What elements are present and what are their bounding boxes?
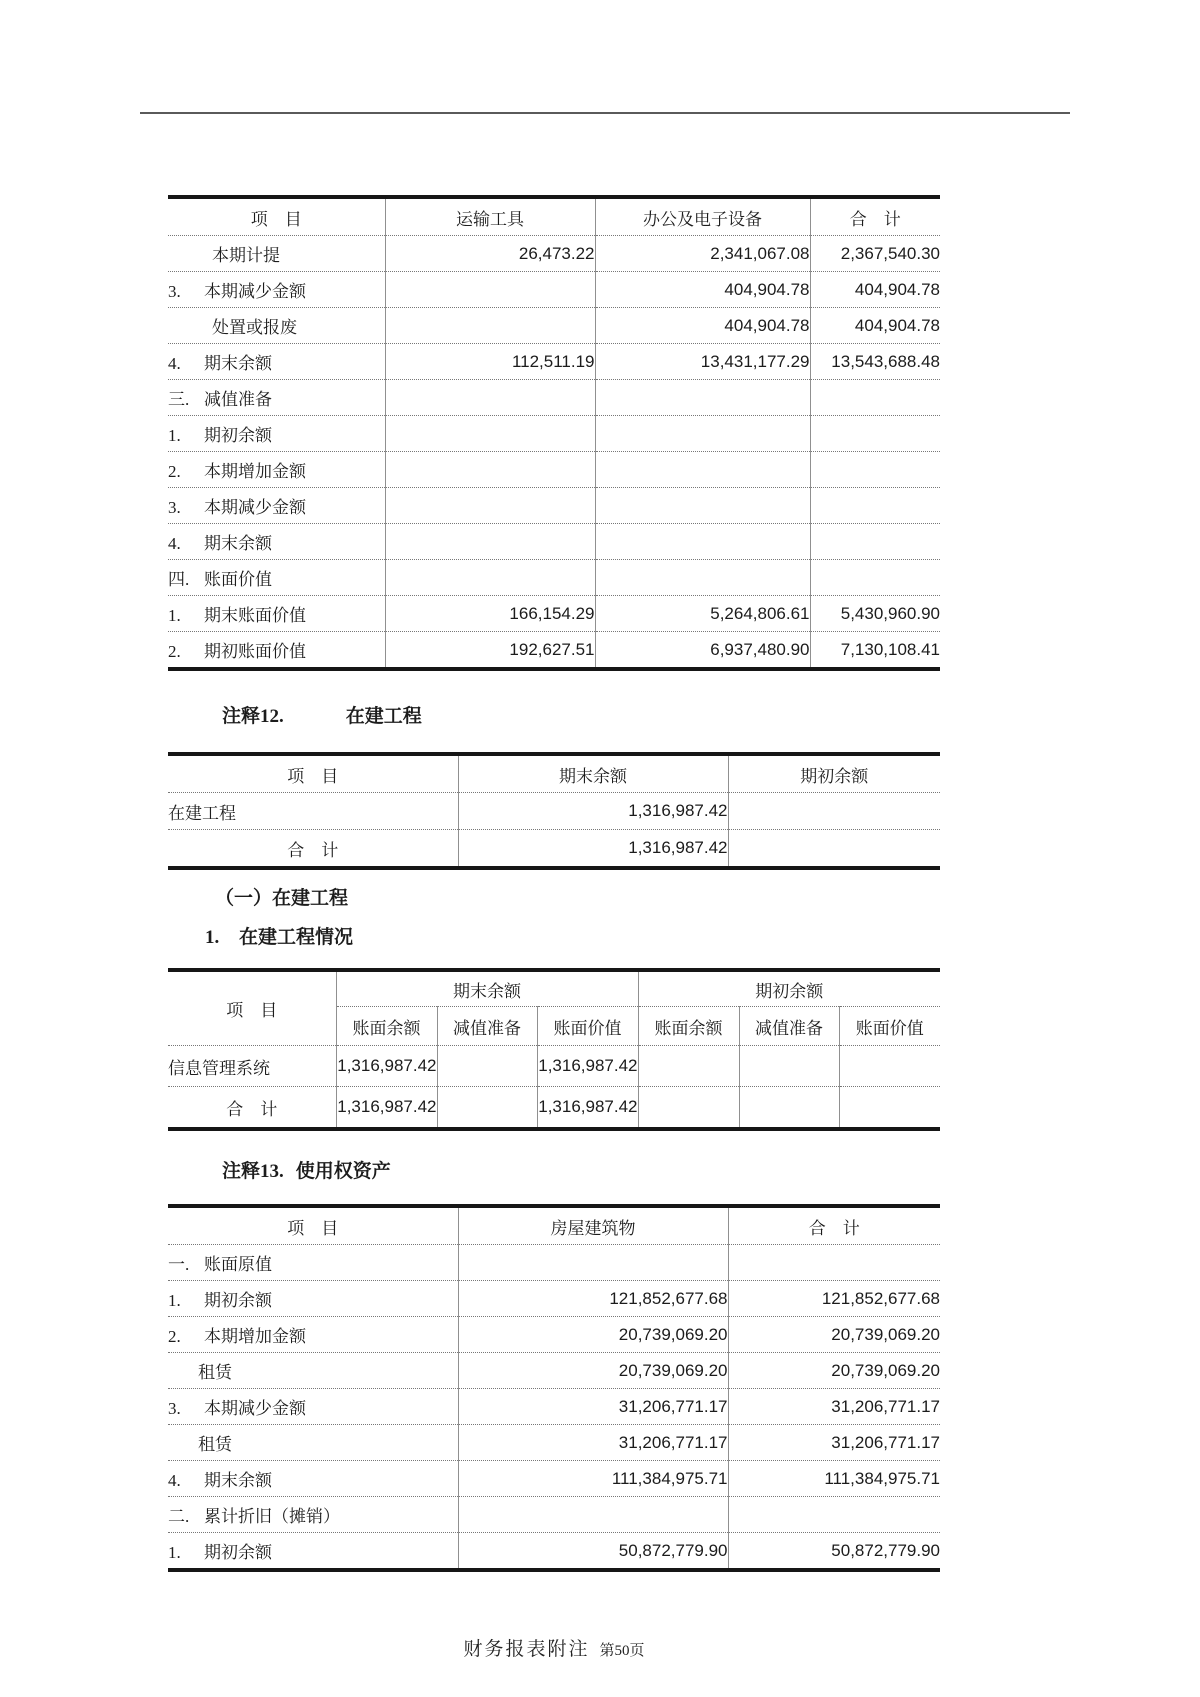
cell-value <box>385 308 595 344</box>
row-label-text: 期末账面价值 <box>204 606 306 625</box>
cell-value <box>739 1046 839 1087</box>
row-label-text: 在建工程 <box>168 803 236 823</box>
table-header-row <box>168 1206 940 1245</box>
row-prefix: 4. <box>168 1471 181 1490</box>
row-label <box>168 1087 336 1130</box>
column-header-closing-balance: 期末余额 <box>458 754 728 793</box>
table-row <box>168 793 940 830</box>
row-label-text: 累计折旧（摊销） <box>204 1507 340 1526</box>
cell-value <box>385 416 595 452</box>
row-label <box>168 1245 458 1281</box>
cell-value <box>810 488 940 524</box>
cell-value: 5,264,806.61 <box>595 596 810 632</box>
cell-value <box>810 524 940 560</box>
row-label-text: 本期增加金额 <box>204 1327 306 1346</box>
table-row <box>168 1389 940 1425</box>
table-header-row <box>168 197 940 236</box>
row-prefix: 1. <box>168 1543 181 1562</box>
cell-value: 404,904.78 <box>595 308 810 344</box>
table-row <box>168 236 940 272</box>
cip-summary-table <box>168 752 940 870</box>
table-header-row <box>168 754 940 793</box>
row-label-text: 本期减少金额 <box>204 282 306 301</box>
table-row <box>168 596 940 632</box>
cell-value <box>739 1087 839 1130</box>
row-label-text: 账面价值 <box>204 570 272 589</box>
row-label-text: 本期减少金额 <box>204 1399 306 1418</box>
cell-value <box>810 416 940 452</box>
row-prefix: 1. <box>168 1291 181 1310</box>
cell-value <box>810 452 940 488</box>
table-row <box>168 1461 940 1497</box>
cell-value <box>839 1046 940 1087</box>
cell-value <box>595 524 810 560</box>
row-prefix: 1. <box>168 606 181 625</box>
note13-title: 使用权资产 <box>295 1161 391 1182</box>
note12-heading <box>222 704 940 730</box>
column-header-opening-balance: 期初余额 <box>728 754 940 793</box>
row-label <box>168 344 385 380</box>
cell-value: 50,872,779.90 <box>728 1533 940 1571</box>
row-prefix: 四. <box>168 570 190 589</box>
cip-detail-heading <box>205 925 940 951</box>
note13-number: 注释13. <box>222 1161 284 1182</box>
cip-section-heading: （一）在建工程 <box>215 888 349 909</box>
column-header-buildings: 房屋建筑物 <box>458 1206 728 1245</box>
row-label <box>168 1533 458 1571</box>
row-label <box>168 1425 458 1461</box>
fixed-assets-table <box>168 195 940 671</box>
cell-value: 1,316,987.42 <box>537 1046 638 1087</box>
table-row <box>168 488 940 524</box>
row-label-text: 账面原值 <box>204 1255 272 1274</box>
cell-value: 166,154.29 <box>385 596 595 632</box>
footer-page-number: 第50页 <box>599 1643 645 1659</box>
row-label-text: 期初账面价值 <box>204 642 306 661</box>
cell-value: 111,384,975.71 <box>728 1461 940 1497</box>
note12-title: 在建工程 <box>345 706 422 727</box>
row-prefix: 一. <box>168 1255 190 1274</box>
cell-value <box>385 272 595 308</box>
column-group-opening-balance: 期初余额 <box>638 970 940 1007</box>
row-prefix: 4. <box>168 354 181 373</box>
table-row <box>168 1281 940 1317</box>
row-label-text: 合 计 <box>226 1099 278 1119</box>
row-label <box>168 1281 458 1317</box>
table-row <box>168 1087 940 1130</box>
table-header-group-row <box>168 970 940 1007</box>
row-prefix: 3. <box>168 498 181 517</box>
row-label <box>168 830 458 869</box>
table-row <box>168 416 940 452</box>
table-row <box>168 272 940 308</box>
row-label <box>168 1389 458 1425</box>
note12-number: 注释12. <box>222 706 284 727</box>
cell-value: 2,367,540.30 <box>810 236 940 272</box>
cell-value: 31,206,771.17 <box>728 1425 940 1461</box>
table-row <box>168 308 940 344</box>
cell-value: 404,904.78 <box>810 272 940 308</box>
table-row <box>168 1353 940 1389</box>
row-label <box>168 236 385 272</box>
cell-value <box>728 830 940 869</box>
cell-value <box>385 524 595 560</box>
cell-value <box>385 380 595 416</box>
row-prefix: 3. <box>168 1399 181 1418</box>
table-row <box>168 1245 940 1281</box>
column-header-item: 项 目 <box>287 1218 339 1238</box>
row-label <box>168 1317 458 1353</box>
column-header-book-value: 账面价值 <box>537 1007 638 1046</box>
row-prefix: 2. <box>168 1327 181 1346</box>
column-header-office-equipment: 办公及电子设备 <box>595 197 810 236</box>
column-header-total: 合 计 <box>728 1206 940 1245</box>
column-header-book-value: 账面价值 <box>839 1007 940 1046</box>
cip-detail-number: 1. <box>205 927 220 948</box>
cell-value: 1,316,987.42 <box>458 793 728 830</box>
column-group-closing-balance: 期末余额 <box>336 970 638 1007</box>
row-label-text: 减值准备 <box>204 390 272 409</box>
table-row <box>168 1046 940 1087</box>
row-label-text: 期初余额 <box>204 1543 272 1562</box>
cell-value: 121,852,677.68 <box>728 1281 940 1317</box>
row-label-text: 合 计 <box>287 840 339 860</box>
row-label <box>168 560 385 596</box>
row-prefix: 3. <box>168 282 181 301</box>
row-prefix: 三. <box>168 390 190 409</box>
rou-assets-table <box>168 1204 940 1572</box>
row-label-text: 本期增加金额 <box>204 462 306 481</box>
row-label-text: 租赁 <box>198 1435 232 1454</box>
cell-value <box>810 560 940 596</box>
cell-value: 26,473.22 <box>385 236 595 272</box>
note13-heading <box>222 1159 940 1185</box>
row-label-text: 本期计提 <box>212 246 280 265</box>
row-label <box>168 1461 458 1497</box>
cell-value: 6,937,480.90 <box>595 632 810 670</box>
cell-value: 13,431,177.29 <box>595 344 810 380</box>
cell-value: 20,739,069.20 <box>458 1353 728 1389</box>
cell-value <box>385 488 595 524</box>
cell-value: 1,316,987.42 <box>336 1046 437 1087</box>
cell-value: 1,316,987.42 <box>537 1087 638 1130</box>
cell-value <box>385 452 595 488</box>
cell-value: 5,430,960.90 <box>810 596 940 632</box>
row-label <box>168 488 385 524</box>
cell-value: 2,341,067.08 <box>595 236 810 272</box>
cell-value <box>728 793 940 830</box>
cell-value: 1,316,987.42 <box>458 830 728 869</box>
cell-value <box>595 416 810 452</box>
row-label-text: 期初余额 <box>204 1291 272 1310</box>
row-label <box>168 416 385 452</box>
cell-value: 50,872,779.90 <box>458 1533 728 1571</box>
row-label-text: 处置或报废 <box>212 318 297 337</box>
column-header-item: 项 目 <box>287 766 339 786</box>
row-prefix: 4. <box>168 534 181 553</box>
cell-value: 111,384,975.71 <box>458 1461 728 1497</box>
row-label-text: 期末余额 <box>204 1471 272 1490</box>
content-area <box>168 114 940 1661</box>
cell-value <box>839 1087 940 1130</box>
row-prefix: 二. <box>168 1507 190 1526</box>
table-row <box>168 560 940 596</box>
row-label-text: 期末余额 <box>204 534 272 553</box>
cell-value: 1,316,987.42 <box>336 1087 437 1130</box>
row-label <box>168 308 385 344</box>
cell-value <box>595 452 810 488</box>
cip-detail-table <box>168 968 940 1131</box>
row-label <box>168 1497 458 1533</box>
table-row <box>168 1425 940 1461</box>
cell-value: 121,852,677.68 <box>458 1281 728 1317</box>
row-prefix: 2. <box>168 642 181 661</box>
cell-value: 31,206,771.17 <box>458 1389 728 1425</box>
cip-detail-title: 在建工程情况 <box>239 927 354 948</box>
cell-value <box>595 560 810 596</box>
footer-title: 财务报表附注 <box>463 1639 590 1660</box>
cell-value <box>437 1087 537 1130</box>
row-label-text: 信息管理系统 <box>168 1058 270 1078</box>
cell-value: 192,627.51 <box>385 632 595 670</box>
table-row <box>168 1317 940 1353</box>
table-row <box>168 380 940 416</box>
row-label <box>168 793 458 830</box>
column-header-item: 项 目 <box>250 209 302 229</box>
row-label <box>168 596 385 632</box>
table-row <box>168 1497 940 1533</box>
cell-value <box>437 1046 537 1087</box>
row-label-text: 租赁 <box>198 1363 232 1382</box>
cell-value <box>810 380 940 416</box>
row-label <box>168 1046 336 1087</box>
cell-value: 404,904.78 <box>810 308 940 344</box>
row-label <box>168 452 385 488</box>
cell-value: 404,904.78 <box>595 272 810 308</box>
row-label <box>168 272 385 308</box>
cell-value: 20,739,069.20 <box>728 1317 940 1353</box>
row-label <box>168 380 385 416</box>
cell-value <box>638 1087 739 1130</box>
row-label <box>168 524 385 560</box>
cell-value <box>458 1245 728 1281</box>
cell-value <box>458 1497 728 1533</box>
cell-value: 31,206,771.17 <box>728 1389 940 1425</box>
table-row <box>168 452 940 488</box>
row-label-text: 本期减少金额 <box>204 498 306 517</box>
row-prefix: 2. <box>168 462 181 481</box>
column-header-item: 项 目 <box>226 1001 278 1020</box>
cell-value: 20,739,069.20 <box>458 1317 728 1353</box>
page-footer <box>168 1634 940 1661</box>
table-row <box>168 830 940 869</box>
cell-value <box>595 488 810 524</box>
cell-value <box>638 1046 739 1087</box>
row-label <box>168 1353 458 1389</box>
column-header-total: 合 计 <box>810 197 940 236</box>
row-label-text: 期末余额 <box>204 354 272 373</box>
column-header-book-balance: 账面余额 <box>638 1007 739 1046</box>
column-header-impairment: 减值准备 <box>437 1007 537 1046</box>
cell-value <box>595 380 810 416</box>
cell-value: 7,130,108.41 <box>810 632 940 670</box>
cell-value: 31,206,771.17 <box>458 1425 728 1461</box>
row-prefix: 1. <box>168 426 181 445</box>
column-header-book-balance: 账面余额 <box>336 1007 437 1046</box>
cell-value <box>385 560 595 596</box>
row-label <box>168 632 385 670</box>
cell-value <box>728 1245 940 1281</box>
table-row <box>168 1533 940 1571</box>
column-header-impairment: 减值准备 <box>739 1007 839 1046</box>
table-row <box>168 524 940 560</box>
column-header-transport: 运输工具 <box>385 197 595 236</box>
row-label-text: 期初余额 <box>204 426 272 445</box>
cell-value: 13,543,688.48 <box>810 344 940 380</box>
cell-value: 20,739,069.20 <box>728 1353 940 1389</box>
table-row <box>168 344 940 380</box>
cell-value <box>728 1497 940 1533</box>
table-row <box>168 632 940 670</box>
cell-value: 112,511.19 <box>385 344 595 380</box>
